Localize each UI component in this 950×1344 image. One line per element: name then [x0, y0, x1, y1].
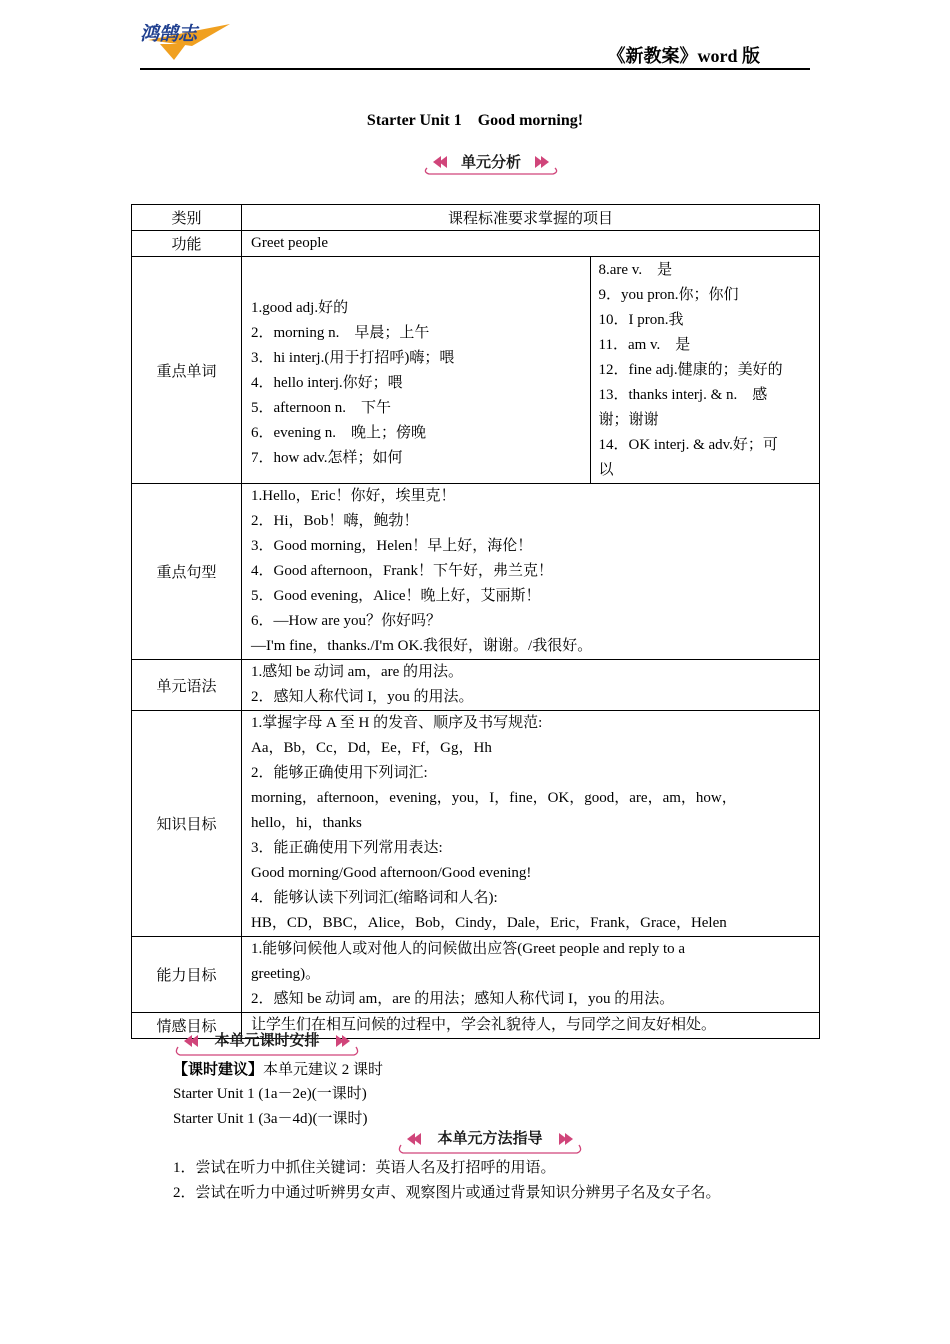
- label-knowledge: 知识目标: [132, 711, 242, 937]
- word-item: 3．hi interj.(用于打招呼)嗨；喂: [251, 349, 455, 366]
- schedule-lesson: Starter Unit 1 (3a－4d)(一课时): [173, 1111, 368, 1127]
- row-knowledge: [132, 711, 820, 937]
- words-right: [590, 257, 819, 483]
- edition-label: 《新教案》word 版: [607, 46, 760, 66]
- word-item: 4．hello interj.你好；喂: [251, 374, 403, 391]
- banner-unit-analysis: [421, 150, 561, 176]
- word-item: 以: [598, 462, 614, 478]
- method-item: 2．尝试在听力中通过听辨男女声、观察图片或通过背景知识分辨男子名及女子名。: [173, 1185, 721, 1201]
- ability-item: 2．感知 be 动词 am，are 的用法；感知人称代词 I，you 的用法。: [251, 991, 675, 1007]
- knowledge-item: Aa，Bb，Cc，Dd，Ee，Ff，Gg，Hh: [251, 740, 492, 756]
- grammar-item: 2．感知人称代词 I，you 的用法。: [251, 689, 474, 705]
- sentence-item: 1.Hello，Eric！你好，埃里克！: [251, 488, 456, 504]
- row-function: [132, 231, 820, 257]
- word-item: 12．fine adj.健康的；美好的: [598, 362, 783, 378]
- knowledge-item: 4．能够认读下列词汇(缩略词和人名):: [251, 890, 498, 906]
- grammar-item: 1.感知 be 动词 am，are 的用法。: [251, 664, 464, 680]
- word-item: 13．thanks interj. & n. 感: [598, 387, 768, 403]
- table-header-row: [132, 205, 820, 231]
- knowledge-item: hello，hi，thanks: [251, 815, 362, 831]
- label-ability: 能力目标: [132, 937, 242, 1013]
- word-item: 11．am v. 是: [598, 337, 691, 353]
- words-left: [242, 257, 590, 483]
- emotion-text: 让学生们在相互问候的过程中，学会礼貌待人，与同学之间友好相处。: [251, 1017, 717, 1033]
- word-item: 6．evening n. 晚上；傍晚: [251, 424, 426, 441]
- label-sentences: 重点句型: [132, 484, 242, 660]
- knowledge-item: 2．能够正确使用下列词汇:: [251, 765, 428, 781]
- schedule-suggestion: [173, 1057, 383, 1083]
- word-item: 谢；谢谢: [598, 412, 659, 428]
- knowledge-item: 3．能正确使用下列常用表达:: [251, 840, 443, 856]
- label-words: 重点单词: [132, 257, 242, 484]
- banner-unit-analysis-text: 单元分析: [460, 153, 521, 171]
- ability-item: greeting)。: [251, 966, 321, 982]
- row-grammar: [132, 660, 820, 711]
- knowledge-item: HB，CD，BBC，Alice，Bob，Cindy，Dale，Eric，Frank，Grace，Helen: [251, 915, 727, 931]
- word-item: 10．I pron.我: [598, 312, 684, 328]
- header-divider: [140, 68, 810, 70]
- row-ability: [132, 937, 820, 1013]
- knowledge-item: 1.掌握字母 A 至 H 的发音、顺序及书写规范:: [251, 715, 543, 731]
- logo-text: 鸿鹄志: [140, 23, 198, 45]
- banner-method-text: 本单元方法指导: [437, 1129, 543, 1147]
- word-item: 1.good adj.好的: [251, 299, 349, 316]
- suggestion-text: 本单元建议 2 课时: [263, 1062, 384, 1078]
- row-sentences: [132, 484, 820, 660]
- sentence-item: 4．Good afternoon，Frank！下午好，弗兰克！: [251, 563, 554, 579]
- label-function: 功能: [132, 231, 242, 257]
- header-items: 课程标准要求掌握的项目: [242, 205, 820, 231]
- knowledge-item: Good morning/Good afternoon/Good evening!: [251, 865, 532, 881]
- word-item: 5．afternoon n. 下午: [251, 399, 391, 416]
- sentence-item: 5．Good evening，Alice！晚上好，艾丽斯！: [251, 588, 541, 604]
- knowledge-item: morning，afternoon，evening，you，I，fine，OK，good，are，am，how，: [251, 790, 737, 806]
- function-text: Greet people: [251, 235, 329, 251]
- logo: [140, 20, 236, 62]
- label-emotion: 情感目标: [132, 1013, 242, 1039]
- banner-method: [395, 1129, 585, 1155]
- method-item: 1．尝试在听力中抓住关键词：英语人名及打招呼的用语。: [173, 1160, 556, 1176]
- word-item: 8.are v. 是: [598, 262, 673, 278]
- banner-schedule-text: 本单元课时安排: [214, 1031, 320, 1049]
- word-item: 9．you pron.你；你们: [598, 287, 739, 303]
- schedule-lesson: Starter Unit 1 (1a－2e)(一课时): [173, 1086, 367, 1102]
- banner-schedule: [172, 1031, 362, 1057]
- row-words: [132, 257, 820, 484]
- unit-analysis-table: [131, 204, 820, 1039]
- ability-item: 1.能够问候他人或对他人的问候做出应答(Greet people and reply to a: [251, 941, 686, 957]
- sentence-item: —I'm fine，thanks./I'm OK.我很好，谢谢。/我很好。: [251, 638, 593, 654]
- sentence-item: 2．Hi，Bob！嗨，鲍勃！: [251, 513, 419, 529]
- suggestion-label: 【课时建议】: [173, 1060, 264, 1078]
- word-item: 2．morning n. 早晨；上午: [251, 324, 430, 341]
- page-title: Starter Unit 1 Good morning!: [366, 112, 584, 129]
- label-grammar: 单元语法: [132, 660, 242, 711]
- sentence-item: 6．—How are you？你好吗？: [251, 613, 441, 629]
- sentence-item: 3．Good morning，Helen！早上好，海伦！: [251, 538, 533, 554]
- word-item: 14．OK interj. & adv.好；可: [598, 437, 778, 453]
- header-category: 类别: [132, 205, 242, 231]
- word-item: 7．how adv.怎样；如何: [251, 449, 403, 466]
